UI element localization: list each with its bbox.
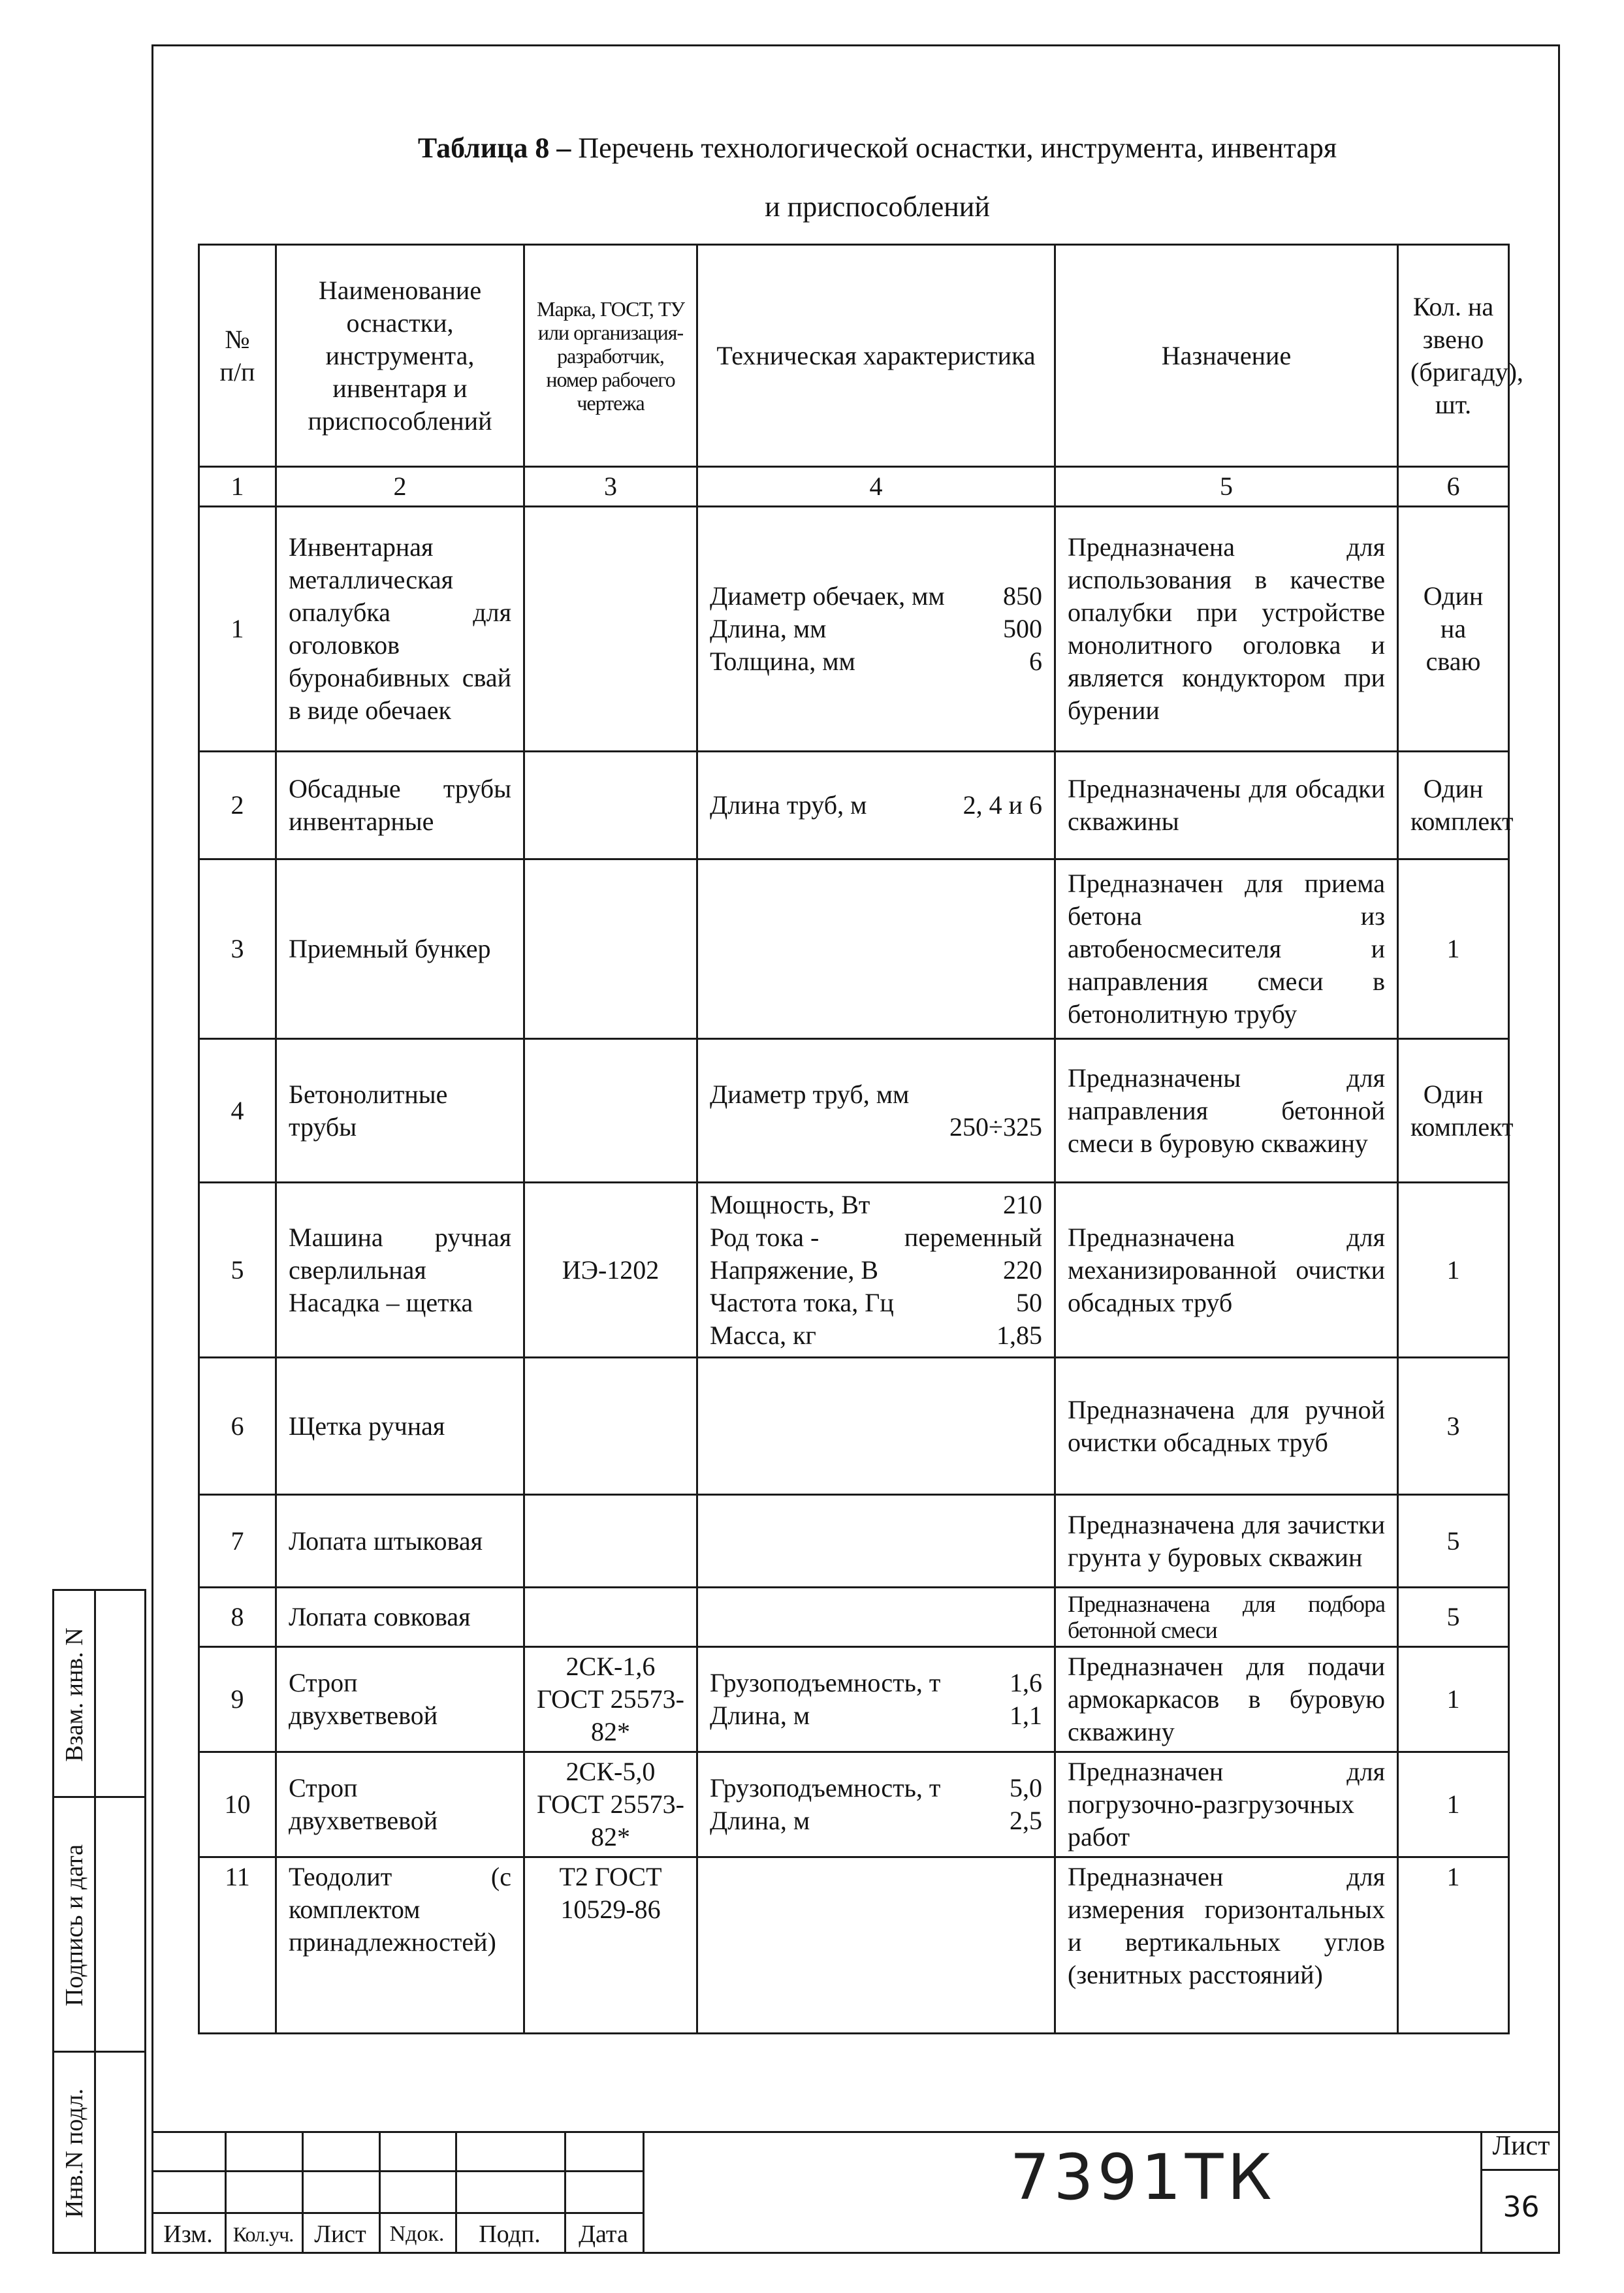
side-stamp-vzam [52,1589,146,1796]
tech-line [710,1287,1042,1319]
tech-value: 1,6 [1010,1668,1042,1697]
item-purpose: Предназначены для обсадки скважины [1055,752,1398,859]
table-row [199,1495,1509,1588]
item-purpose: Предназначена для подбора бетонной смеси [1055,1588,1398,1647]
table-row [199,1183,1509,1358]
row-number: 4 [199,1039,276,1183]
header-tech: Техническая характеристика [697,245,1055,467]
label-list: Лист [314,2221,366,2248]
tech-value: 2,5 [1010,1806,1042,1835]
tech-key: Толщина, мм [710,647,855,676]
item-name: Обсадные трубы инвентарные [276,752,524,859]
table-row [199,1039,1509,1183]
item-name: Лопата штыковая [276,1495,524,1588]
item-purpose: Предназначена для использования в качестве опалубки при устройстве монолитного оголовка и является кондуктором при бурении [1055,507,1398,752]
tech-value: 220 [1003,1255,1042,1285]
item-quantity: 1 [1398,1857,1509,2034]
item-quantity: 1 [1398,1183,1509,1358]
row-number: 5 [199,1183,276,1358]
tech-key: Длина, м [710,1701,810,1730]
item-mark [524,1358,697,1495]
tech-line [710,613,1042,645]
header-purpose: Назначение [1055,245,1398,467]
item-purpose: Предназначен для погрузочно-разгрузочных работ [1055,1752,1398,1857]
item-purpose: Предназначены для направления бетонной смеси в буровую скважину [1055,1039,1398,1183]
tech-value: 210 [1003,1189,1042,1219]
row-number: 8 [199,1588,276,1647]
tech-key: Грузоподъемность, т [710,1773,941,1803]
item-name: Строп двухветвевой [276,1647,524,1752]
item-mark [524,859,697,1039]
tech-key: Напряжение, В [710,1255,879,1285]
row-number: 10 [199,1752,276,1857]
document-code: 7391ТК [1010,2141,1276,2214]
side-stamp-podpis [52,1796,146,2051]
item-mark: 2СК-1,6 ГОСТ 25573-82* [524,1647,697,1752]
item-purpose: Предназначен для подачи армокаркасов в буровую скважину [1055,1647,1398,1752]
item-name: Инвентарная металлическая опалубка для оголовков буронабивных свай в виде обечаек [276,507,524,752]
item-purpose: Предназначена для зачистки грунта у буровых скважин [1055,1495,1398,1588]
row-number: 1 [199,507,276,752]
item-tech [697,1039,1055,1183]
tech-line [710,1221,1042,1254]
tech-key: Диаметр труб, мм [710,1079,910,1109]
tech-value: 6 [1029,647,1042,676]
table-row [199,859,1509,1039]
item-mark [524,752,697,859]
table-header-row [199,245,1509,467]
table-row [199,1588,1509,1647]
item-quantity: 1 [1398,1752,1509,1857]
tech-value: 250÷325 [949,1112,1042,1142]
col-number: 6 [1398,467,1509,507]
header-name: Наименование оснастки, инструмента, инвентаря и приспособлений [276,245,524,467]
tech-value: 1,85 [996,1320,1042,1350]
col-number: 2 [276,467,524,507]
tech-key: Длина, мм [710,614,827,643]
tech-line [710,1319,1042,1352]
item-tech [697,1857,1055,2034]
item-mark: ИЭ-1202 [524,1183,697,1358]
item-tech [697,752,1055,859]
header-qty: Кол. на звено (бригаду), шт. [1398,245,1509,467]
table-row [199,1358,1509,1495]
label-izm: Изм. [163,2221,213,2248]
item-mark [524,1039,697,1183]
row-number: 6 [199,1358,276,1495]
tech-line [710,1772,1042,1804]
tech-value: 500 [1003,614,1042,643]
item-name: Машина ручная сверлильная Насадка – щетка [276,1183,524,1358]
sheet-number: 36 [1503,2190,1540,2224]
item-purpose: Предназначен для приема бетона из автобеносмесителя и направления смеси в бетонолитную трубу [1055,859,1398,1039]
header-num: № п/п [199,245,276,467]
tech-value: 5,0 [1010,1773,1042,1803]
item-tech [697,1588,1055,1647]
item-quantity: Один комплект [1398,752,1509,859]
tech-key: Длина, м [710,1806,810,1835]
tech-value: переменный [904,1222,1042,1252]
item-mark [524,1495,697,1588]
header-mark: Марка, ГОСТ, ТУ или организация-разработчик, номер рабочего чертежа [524,245,697,467]
item-quantity: Один комплект [1398,1039,1509,1183]
tech-key: Масса, кг [710,1320,816,1350]
col-number: 5 [1055,467,1398,507]
table-row [199,1647,1509,1752]
tech-key: Род тока - [710,1222,820,1252]
col-number: 3 [524,467,697,507]
item-name: Строп двухветвевой [276,1752,524,1857]
item-name: Приемный бункер [276,859,524,1039]
item-mark [524,507,697,752]
table-row [199,1857,1509,2034]
tech-value: 1,1 [1010,1701,1042,1730]
item-name: Лопата совковая [276,1588,524,1647]
side-stamp-label: Подпись и дата [60,1844,88,2007]
item-mark [524,1588,697,1647]
item-purpose: Предназначена для механизированной очистки обсадных труб [1055,1183,1398,1358]
tech-line [710,1699,1042,1732]
label-data: Дата [579,2221,628,2248]
item-purpose: Предназначена для ручной очистки обсадных труб [1055,1358,1398,1495]
item-quantity: 1 [1398,1647,1509,1752]
row-number: 3 [199,859,276,1039]
label-podp: Подп. [479,2221,541,2248]
item-tech [697,507,1055,752]
side-stamp-inv [52,2051,146,2254]
row-number: 7 [199,1495,276,1588]
tech-line [710,1804,1042,1837]
item-quantity: 5 [1398,1588,1509,1647]
table-title-line2: и приспособлений [765,191,990,223]
column-number-row [199,467,1509,507]
tech-value: 50 [1016,1287,1042,1317]
table-row [199,507,1509,752]
tech-line [710,789,1042,822]
equipment-table [198,244,1523,2034]
tech-line [710,580,1042,613]
tech-line [710,1189,1042,1221]
item-name: Теодолит (с комплектом принадлежностей) [276,1857,524,2034]
tech-line [710,1078,1042,1111]
row-number: 11 [199,1857,276,2034]
item-purpose: Предназначен для измерения горизонтальных и вертикальных углов (зенитных расстояний) [1055,1857,1398,2034]
tech-line [710,1667,1042,1699]
tech-line [710,1254,1042,1287]
tech-value: 850 [1003,581,1042,611]
tech-key: Диаметр обечаек, мм [710,581,945,611]
item-quantity: Один на сваю [1398,507,1509,752]
tech-value: 2, 4 и 6 [963,790,1042,820]
item-mark: 2СК-5,0 ГОСТ 25573-82* [524,1752,697,1857]
item-quantity: 1 [1398,859,1509,1039]
table-title-number: Таблица 8 – [417,132,571,164]
item-tech [697,1183,1055,1358]
table-row [199,752,1509,859]
item-tech [697,1358,1055,1495]
table-title [196,129,1559,167]
row-number: 9 [199,1647,276,1752]
item-tech [697,1752,1055,1857]
label-kol-uch: Кол.уч. [232,2222,294,2246]
item-tech [697,1495,1055,1588]
label-ndok: Nдок. [389,2222,445,2246]
tech-key: Мощность, Вт [710,1189,870,1219]
sheet-label: Лист [1492,2131,1550,2161]
side-stamp-label: Взам. инв. N [60,1627,88,1762]
col-number: 1 [199,467,276,507]
side-stamp-label: Инв.N подл. [60,2088,88,2219]
tech-key: Грузоподъемность, т [710,1668,941,1697]
tech-line [710,1111,1042,1144]
tech-key: Длина труб, м [710,790,867,820]
row-number: 2 [199,752,276,859]
item-quantity: 5 [1398,1495,1509,1588]
tech-key: Частота тока, Гц [710,1287,894,1317]
item-tech [697,859,1055,1039]
table-title-text: Перечень технологической оснастки, инструмента, инвентаря [578,132,1337,164]
tech-line [710,645,1042,678]
item-mark: Т2 ГОСТ 10529-86 [524,1857,697,2034]
item-name: Щетка ручная [276,1358,524,1495]
item-quantity: 3 [1398,1358,1509,1495]
item-tech [697,1647,1055,1752]
table-row [199,1752,1509,1857]
item-name: Бетонолитные трубы [276,1039,524,1183]
col-number: 4 [697,467,1055,507]
